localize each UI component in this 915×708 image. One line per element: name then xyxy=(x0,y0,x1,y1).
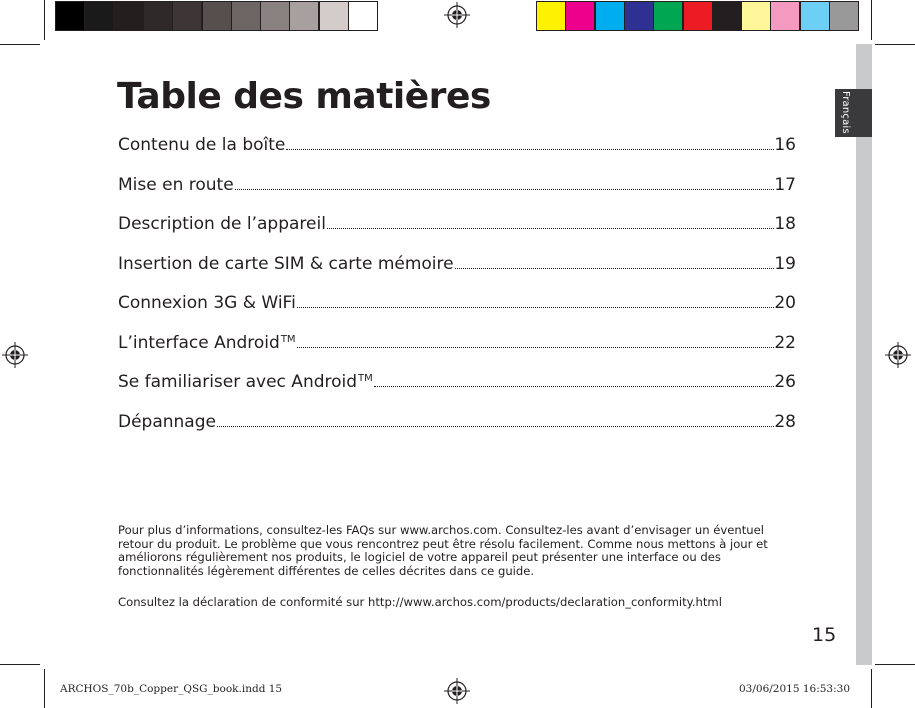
color-swatch xyxy=(770,1,800,31)
toc-entry-title: L’interface Android™ xyxy=(118,332,296,353)
slug-filename: ARCHOS_70b_Copper_QSG_book.indd 15 xyxy=(60,683,283,695)
gray-swatch xyxy=(231,1,261,31)
toc-entry-title: Dépannage xyxy=(118,411,216,432)
toc-entry xyxy=(118,333,796,357)
toc-page-number: 16 xyxy=(774,135,796,155)
toc-leader-dots xyxy=(327,228,774,229)
color-swatch xyxy=(741,1,771,31)
toc-leader-dots xyxy=(235,189,775,190)
toc-page-number: 22 xyxy=(774,332,796,353)
toc-entry xyxy=(118,175,796,199)
conformity-statement: Consultez la déclaration de conformité sur http://www.archos.com/products/declaration_conformity.html xyxy=(118,595,722,609)
gray-swatch xyxy=(172,1,202,31)
language-tab xyxy=(835,89,872,137)
toc-page-number: 19 xyxy=(774,253,796,274)
crop-mark xyxy=(875,44,915,45)
registration-mark-icon xyxy=(444,678,470,704)
language-tab-label: Français xyxy=(840,91,851,134)
toc-entry xyxy=(118,214,796,238)
gray-swatch xyxy=(143,1,173,31)
gray-swatch xyxy=(348,1,378,31)
toc-entry xyxy=(118,293,796,317)
side-gray-strip xyxy=(856,44,872,665)
toc-leader-dots xyxy=(297,347,775,348)
gray-swatch xyxy=(260,1,290,31)
crop-mark xyxy=(875,664,915,665)
toc-entry-title: Contenu de la boîte xyxy=(118,135,286,155)
crop-mark xyxy=(871,0,872,40)
toc-page-number: 20 xyxy=(774,293,796,313)
toc-entry xyxy=(118,412,796,436)
toc-page-number: 28 xyxy=(774,411,796,432)
color-swatch xyxy=(712,1,742,31)
toc-entry-title: Description de l’appareil xyxy=(118,214,326,234)
toc-entry-title: Se familiariser avec Android™ xyxy=(118,372,373,392)
color-swatch xyxy=(624,1,654,31)
page-title: Table des matières xyxy=(117,76,491,117)
gray-swatch xyxy=(84,1,114,31)
toc-page-number: 17 xyxy=(774,174,796,195)
gray-swatch xyxy=(289,1,319,31)
toc-leader-dots xyxy=(286,149,774,150)
gray-swatch xyxy=(55,1,85,31)
toc-leader-dots xyxy=(217,426,774,427)
crop-mark xyxy=(44,669,45,708)
toc-entry xyxy=(118,135,796,159)
gray-swatch xyxy=(202,1,232,31)
trademark-mark: TM xyxy=(358,373,373,384)
color-swatch xyxy=(565,1,595,31)
gray-swatch xyxy=(319,1,349,31)
gray-swatch xyxy=(114,1,144,31)
info-paragraph: Pour plus d’informations, consultez-les FAQs sur www.archos.com. Consultez-les avant d’envisager un éventuel retour du produit. Le problème que vous rencontrez peut être résolu facilement. Comme nous mettons à jour et améliorons régulièrement nos produits, le logiciel de votre appareil peut présenter une interface ou des fonctionnalités légèrement différentes de celles décrites dans ce guide. xyxy=(118,523,768,578)
crop-mark xyxy=(44,0,45,40)
slug-timestamp: 03/06/2015 16:53:30 xyxy=(739,683,851,695)
color-swatch xyxy=(595,1,625,31)
page-number: 15 xyxy=(812,624,837,646)
registration-mark-icon xyxy=(885,342,911,368)
color-swatch xyxy=(800,1,830,31)
toc-leader-dots xyxy=(374,386,775,387)
toc-entry-title: Insertion de carte SIM & carte mémoire xyxy=(118,253,454,274)
toc-entry xyxy=(118,254,796,278)
toc-entry-title: Connexion 3G & WiFi xyxy=(118,293,296,313)
color-swatch xyxy=(829,1,859,31)
trademark-mark: TM xyxy=(280,333,296,345)
color-swatch xyxy=(653,1,683,31)
toc-page-number: 18 xyxy=(774,214,796,234)
registration-mark-icon xyxy=(444,2,470,28)
toc-entry-title: Mise en route xyxy=(118,174,234,195)
toc-page-number: 26 xyxy=(774,372,796,392)
color-swatch xyxy=(683,1,713,31)
toc-leader-dots xyxy=(455,268,775,269)
toc-leader-dots xyxy=(297,307,775,308)
crop-mark xyxy=(0,664,40,665)
registration-mark-icon xyxy=(2,342,28,368)
color-swatch xyxy=(536,1,566,31)
toc-entry xyxy=(118,372,796,396)
crop-mark xyxy=(871,669,872,708)
crop-mark xyxy=(0,44,40,45)
